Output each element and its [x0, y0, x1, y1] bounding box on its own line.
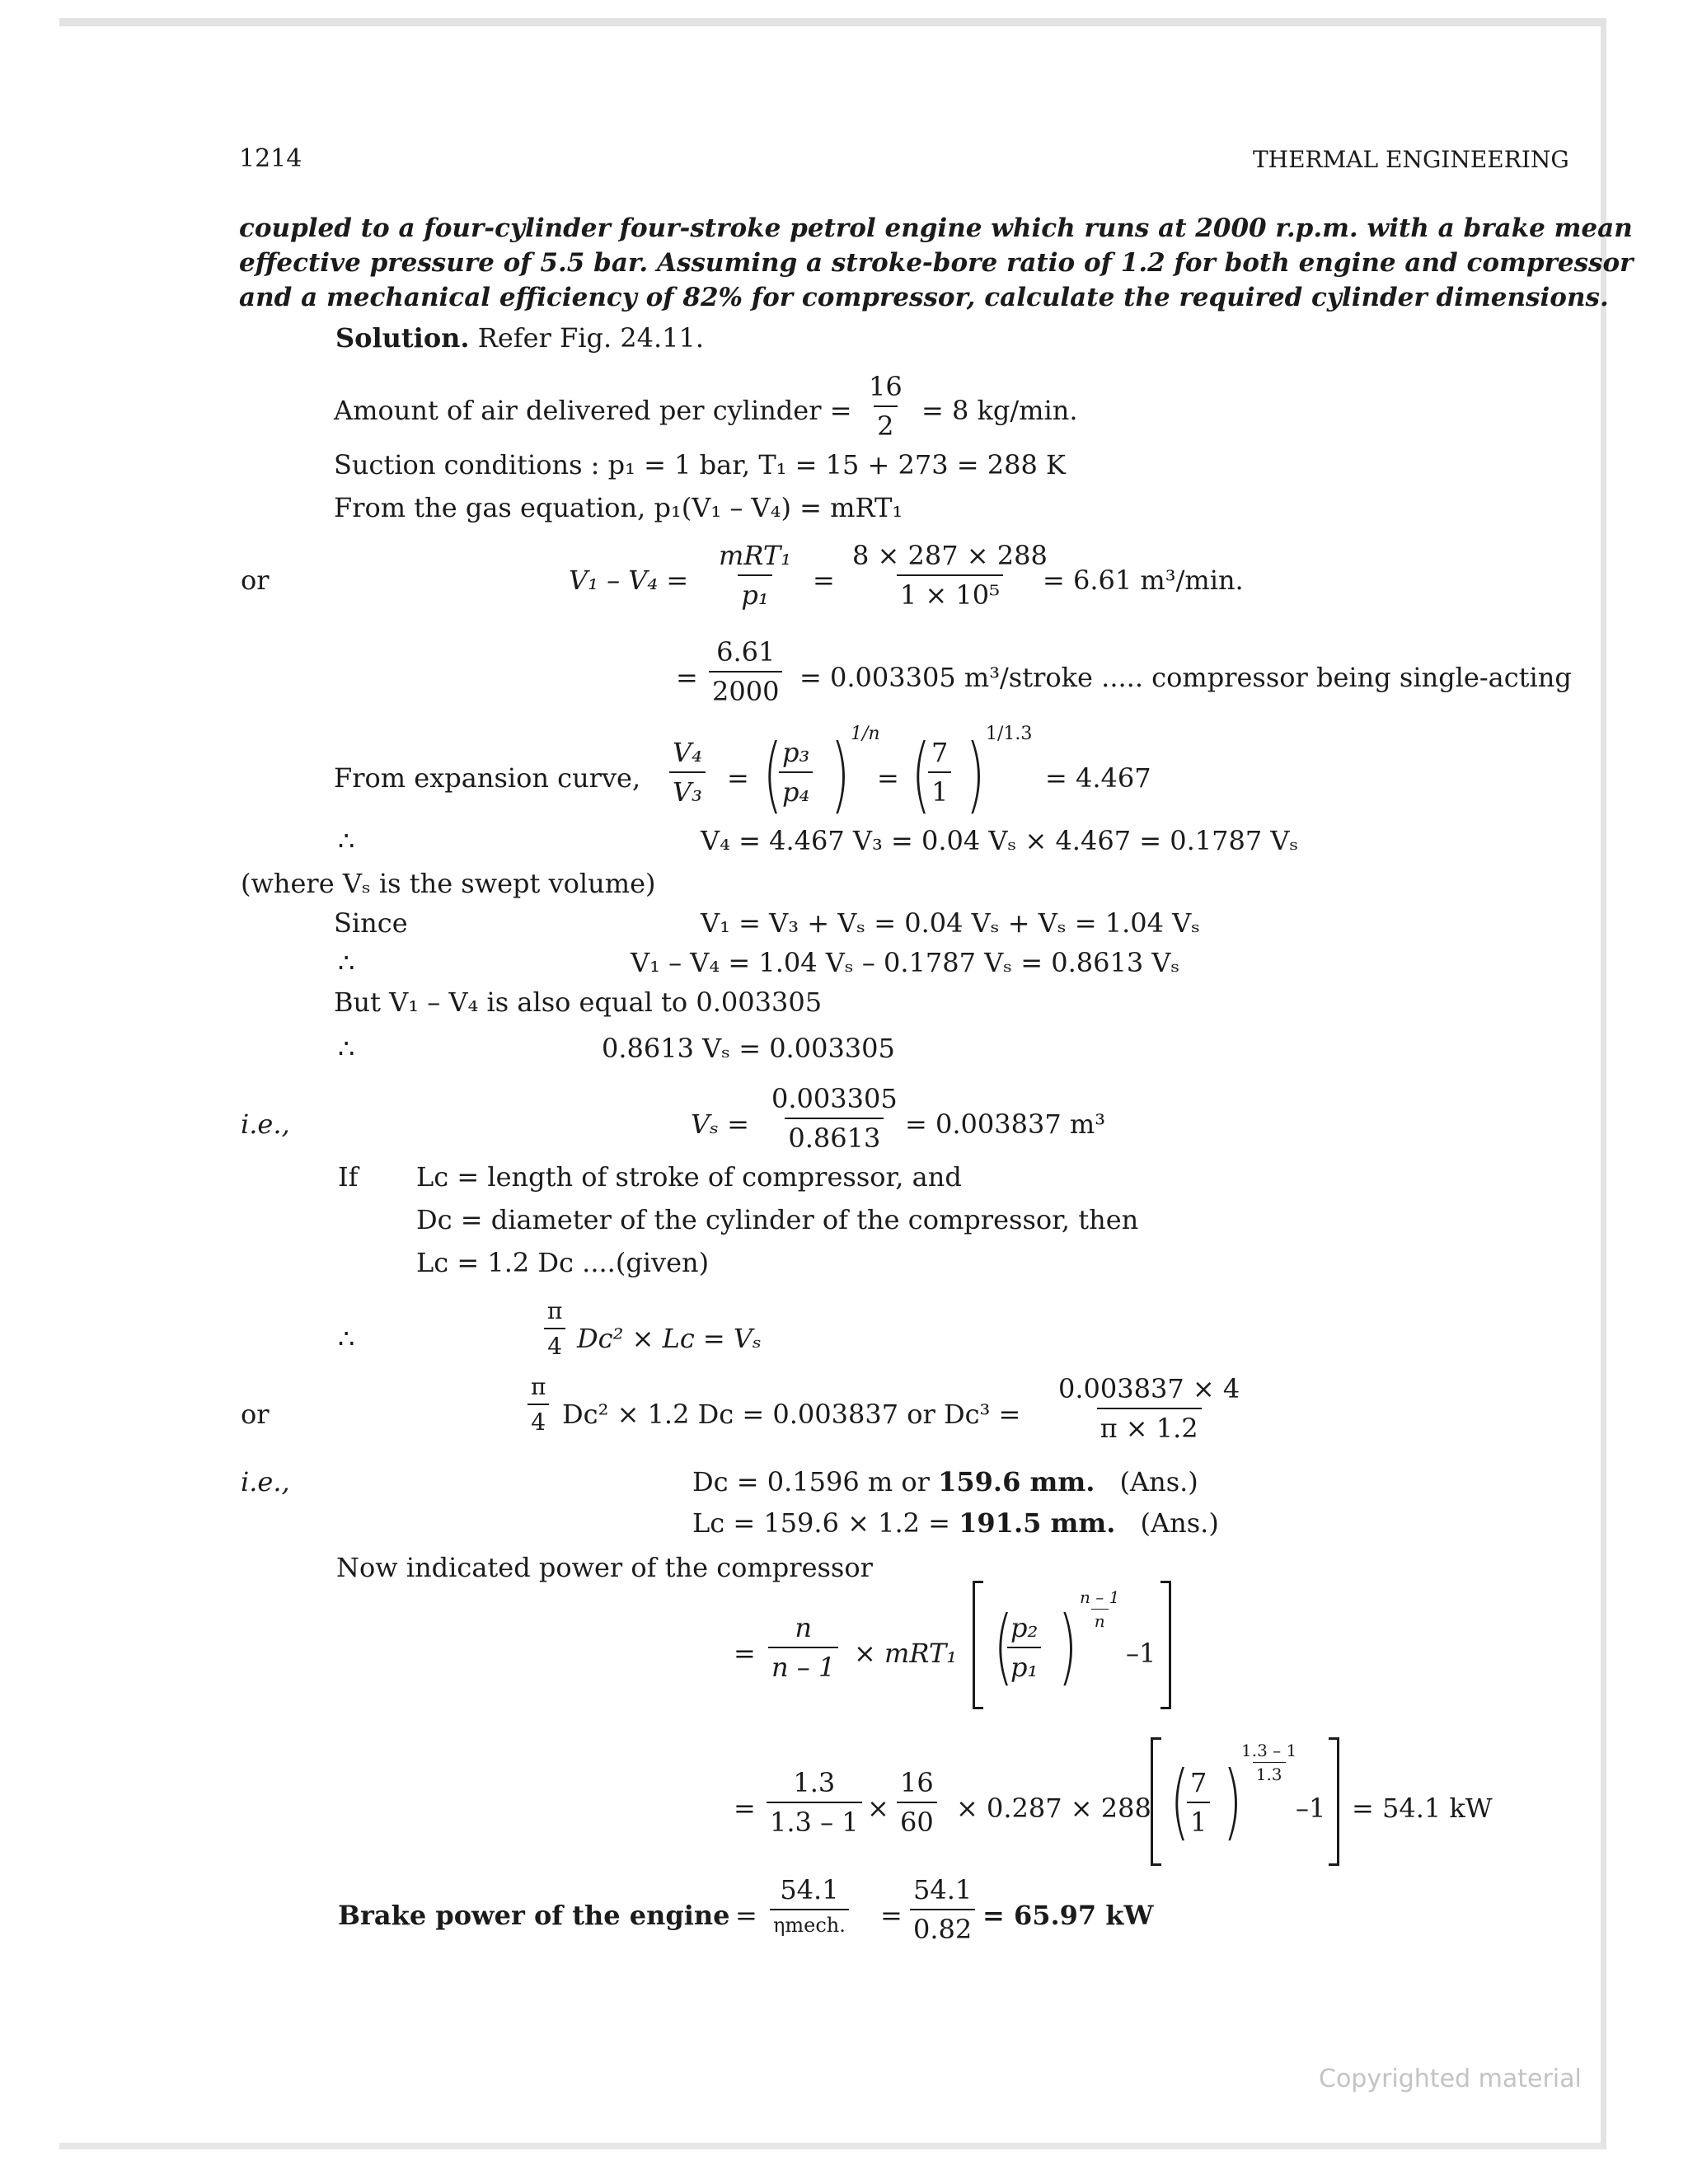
expansion-label: From expansion curve,	[334, 762, 641, 794]
per-stroke-eq: =	[676, 662, 698, 693]
air-den: 2	[874, 405, 897, 442]
but-line: But V₁ – V₄ is also equal to 0.003305	[334, 987, 823, 1018]
ipv-result: = 54.1 kW	[1352, 1793, 1493, 1824]
since-eq: V₁ = V₃ + Vₛ = 0.04 Vₛ + Vₛ = 1.04 Vₛ	[701, 907, 1201, 939]
bp-frac-2	[910, 1874, 975, 1945]
dc-pi-den: 4	[528, 1404, 549, 1436]
dc-result-value: 159.6 mm.	[938, 1466, 1095, 1497]
left-paren-2: (	[911, 726, 931, 823]
v1v4-eq: =	[813, 565, 835, 596]
since-label: Since	[334, 907, 408, 939]
right-paren-2: )	[965, 726, 986, 823]
ip-p-den: p₁	[1007, 1647, 1041, 1683]
ip-n-num: n	[795, 1612, 812, 1643]
expansion-v-frac	[669, 737, 706, 808]
ip-left-bracket	[973, 1581, 983, 1709]
ipv-r-den: 1	[1187, 1802, 1210, 1838]
ip-label: Now indicated power of the compressor	[336, 1552, 873, 1583]
expansion-eq-2: =	[877, 762, 899, 794]
bp-result: = 65.97 kW	[982, 1900, 1154, 1931]
ip-n-den: n – 1	[768, 1647, 838, 1683]
if-label: If	[338, 1161, 359, 1193]
lc-result-value: 191.5 mm.	[959, 1507, 1116, 1539]
ipv-b-num: 16	[900, 1767, 934, 1798]
page-number: 1214	[239, 144, 302, 173]
problem-line-3: and a mechanical efficiency of 82% for compressor, calculate the required cylinder dimensions.	[239, 283, 1609, 312]
ipv-a-frac	[767, 1767, 862, 1838]
lc-result-pre: Lᴄ = 159.6 × 1.2 =	[692, 1507, 950, 1539]
ip-right-paren: )	[1057, 1598, 1078, 1694]
ip-p-num: p₂	[1010, 1612, 1039, 1643]
bp-eq-1: =	[735, 1900, 757, 1931]
expansion-v-num: V₄	[673, 737, 702, 768]
ipv-right-bracket	[1329, 1737, 1339, 1866]
v1v4-frac-1	[715, 540, 795, 611]
expansion-v-den: V₃	[669, 771, 706, 808]
expansion-r-den: 1	[928, 771, 951, 808]
copyright-watermark: Copyrighted material	[1319, 2064, 1582, 2093]
ipv-b-den: 60	[897, 1802, 937, 1838]
bp-frac-1	[770, 1874, 849, 1937]
per-stroke-den: 2000	[709, 671, 782, 707]
bp-f2-num: 54.1	[913, 1874, 973, 1905]
or-marker-2: or	[241, 1399, 270, 1430]
solution-label: Solution.	[335, 322, 470, 354]
problem-line-1: coupled to a four-cylinder four-stroke petrol engine which runs at 2000 r.p.m. with a brake mean	[239, 213, 1633, 243]
per-stroke-frac	[709, 636, 782, 707]
bp-f1-den: ηmech.	[770, 1909, 849, 1937]
per-stroke-num: 6.61	[716, 636, 776, 668]
lc-result-ans: (Ans.)	[1140, 1507, 1219, 1539]
bp-f2-den: 0.82	[910, 1909, 975, 1945]
expansion-result: = 4.467	[1045, 762, 1151, 794]
right-paren-1: )	[830, 726, 851, 823]
vs-den: 0.8613	[785, 1118, 884, 1154]
solution-ref: Refer Fig. 24.11.	[477, 322, 705, 354]
ip-p-frac	[1007, 1612, 1041, 1683]
v1v4-f1-num: mRT₁	[719, 540, 792, 571]
dc-result-ans: (Ans.)	[1119, 1466, 1198, 1497]
ip-minus-one: –1	[1126, 1638, 1156, 1669]
dc-frac-den: π × 1.2	[1097, 1408, 1202, 1444]
dc-pi-num: π	[531, 1373, 546, 1400]
ip-right-bracket	[1160, 1581, 1171, 1709]
v1v4-frac-2	[849, 540, 1051, 611]
or-marker-1: or	[241, 565, 270, 596]
solution-heading	[335, 322, 705, 354]
vs-line: 0.8613 Vₛ = 0.003305	[602, 1033, 895, 1064]
ipv-right-paren: )	[1222, 1753, 1243, 1849]
vol-den: 4	[544, 1328, 565, 1360]
ip-exp-frac	[1076, 1587, 1123, 1631]
ip-eq: =	[734, 1638, 756, 1669]
v1v4-f2-num: 8 × 287 × 288	[852, 540, 1048, 571]
dc-result-pre: Dᴄ = 0.1596 m or	[692, 1466, 930, 1497]
dc-mid: Dᴄ² × 1.2 Dᴄ = 0.003837 or Dᴄ³ =	[562, 1399, 1021, 1430]
expansion-eq-1: =	[727, 762, 749, 794]
ip-left-paren: (	[993, 1598, 1014, 1694]
vs-num: 0.003305	[771, 1083, 898, 1114]
v1v4-lhs: V₁ – V₄ =	[569, 565, 689, 596]
ipv-times: ×	[867, 1793, 889, 1824]
bp-label: Brake power of the engine	[338, 1900, 730, 1931]
left-paren-1: (	[762, 726, 783, 823]
ipv-left-bracket	[1151, 1737, 1161, 1866]
ip-exp-num: n – 1	[1080, 1587, 1120, 1607]
ie-marker-1: i.e.,	[241, 1108, 290, 1140]
def-rel: Lᴄ = 1.2 Dᴄ ....(given)	[416, 1247, 710, 1278]
gas-eq-line: From the gas equation, p₁(V₁ – V₄) = mRT₁	[334, 492, 903, 523]
suction-line: Suction conditions : p₁ = 1 bar, T₁ = 15 + 273 = 288 K	[334, 449, 1066, 480]
therefore-3: ∴	[338, 1033, 355, 1064]
vs-lhs: Vₛ =	[691, 1108, 749, 1140]
ipv-left-paren: (	[1170, 1753, 1190, 1849]
ipv-b-frac	[897, 1767, 937, 1838]
ie-marker-2: i.e.,	[241, 1466, 290, 1497]
vol-num: π	[547, 1297, 563, 1324]
v1v4-result: = 6.61 m³/min.	[1043, 565, 1244, 596]
ipv-eq: =	[734, 1793, 756, 1824]
dc-pi-frac	[528, 1373, 549, 1436]
bp-eq-2: =	[880, 1900, 903, 1931]
air-num: 16	[869, 371, 903, 402]
ipv-minus-one: –1	[1296, 1793, 1326, 1824]
expansion-r-frac	[928, 737, 951, 808]
therefore-1: ∴	[338, 825, 355, 856]
lc-result	[692, 1507, 1219, 1539]
ipv-r-num: 7	[1190, 1767, 1207, 1798]
ip-mid: × mRT₁	[854, 1638, 958, 1669]
dc-frac-num: 0.003837 × 4	[1058, 1373, 1240, 1404]
therefore-2: ∴	[338, 947, 355, 978]
expansion-exp-1: 1/n	[851, 724, 880, 744]
ipv-a-den: 1.3 – 1	[767, 1802, 862, 1838]
expansion-p-frac	[779, 737, 813, 808]
expansion-r-num: 7	[931, 737, 949, 768]
ipv-mid: × 0.287 × 288	[956, 1793, 1151, 1824]
air-label: Amount of air delivered per cylinder =	[334, 395, 852, 426]
v1v4-f1-den: p₁	[738, 574, 771, 611]
vs-frac	[768, 1083, 901, 1154]
v1v4-f2-den: 1 × 10⁵	[897, 574, 1003, 611]
expansion-p-num: p₃	[782, 737, 810, 768]
def-lc: Lᴄ = length of stroke of compressor, and	[416, 1161, 962, 1193]
per-stroke-result: = 0.003305 m³/stroke ..... compressor being single-acting	[799, 662, 1572, 693]
dc-result	[692, 1466, 1198, 1497]
vol-frac	[544, 1297, 565, 1360]
air-fraction	[865, 371, 906, 442]
problem-line-2: effective pressure of 5.5 bar. Assuming a stroke-bore ratio of 1.2 for both engine and compressor	[239, 248, 1634, 278]
ipv-exp-num: 1.3 – 1	[1241, 1741, 1297, 1760]
bp-f1-num: 54.1	[780, 1874, 839, 1905]
ip-exp-den: n	[1091, 1609, 1109, 1631]
therefore-4: ∴	[338, 1323, 355, 1354]
swept-note: (where Vₛ is the swept volume)	[241, 868, 656, 899]
running-title: THERMAL ENGINEERING	[1253, 146, 1569, 173]
expansion-exp-2: 1/1.3	[986, 724, 1033, 744]
dc-frac	[1055, 1373, 1243, 1444]
ipv-exp-frac	[1238, 1741, 1300, 1784]
vol-rest: Dᴄ² × Lᴄ = Vₛ	[577, 1323, 762, 1354]
ipv-r-frac	[1187, 1767, 1210, 1838]
air-result: = 8 kg/min.	[921, 395, 1078, 426]
ipv-a-num: 1.3	[793, 1767, 836, 1798]
v4-line: V₄ = 4.467 V₃ = 0.04 Vₛ × 4.467 = 0.1787 Vₛ	[701, 825, 1299, 856]
def-dc: Dᴄ = diameter of the cylinder of the compressor, then	[416, 1204, 1139, 1235]
ipv-exp-den: 1.3	[1253, 1762, 1286, 1784]
expansion-p-den: p₄	[779, 771, 813, 808]
ip-n-frac	[768, 1612, 838, 1683]
vs-result-value: = 0.003837 m³	[905, 1108, 1106, 1140]
diff-line: V₁ – V₄ = 1.04 Vₛ – 0.1787 Vₛ = 0.8613 Vₛ	[631, 947, 1180, 978]
